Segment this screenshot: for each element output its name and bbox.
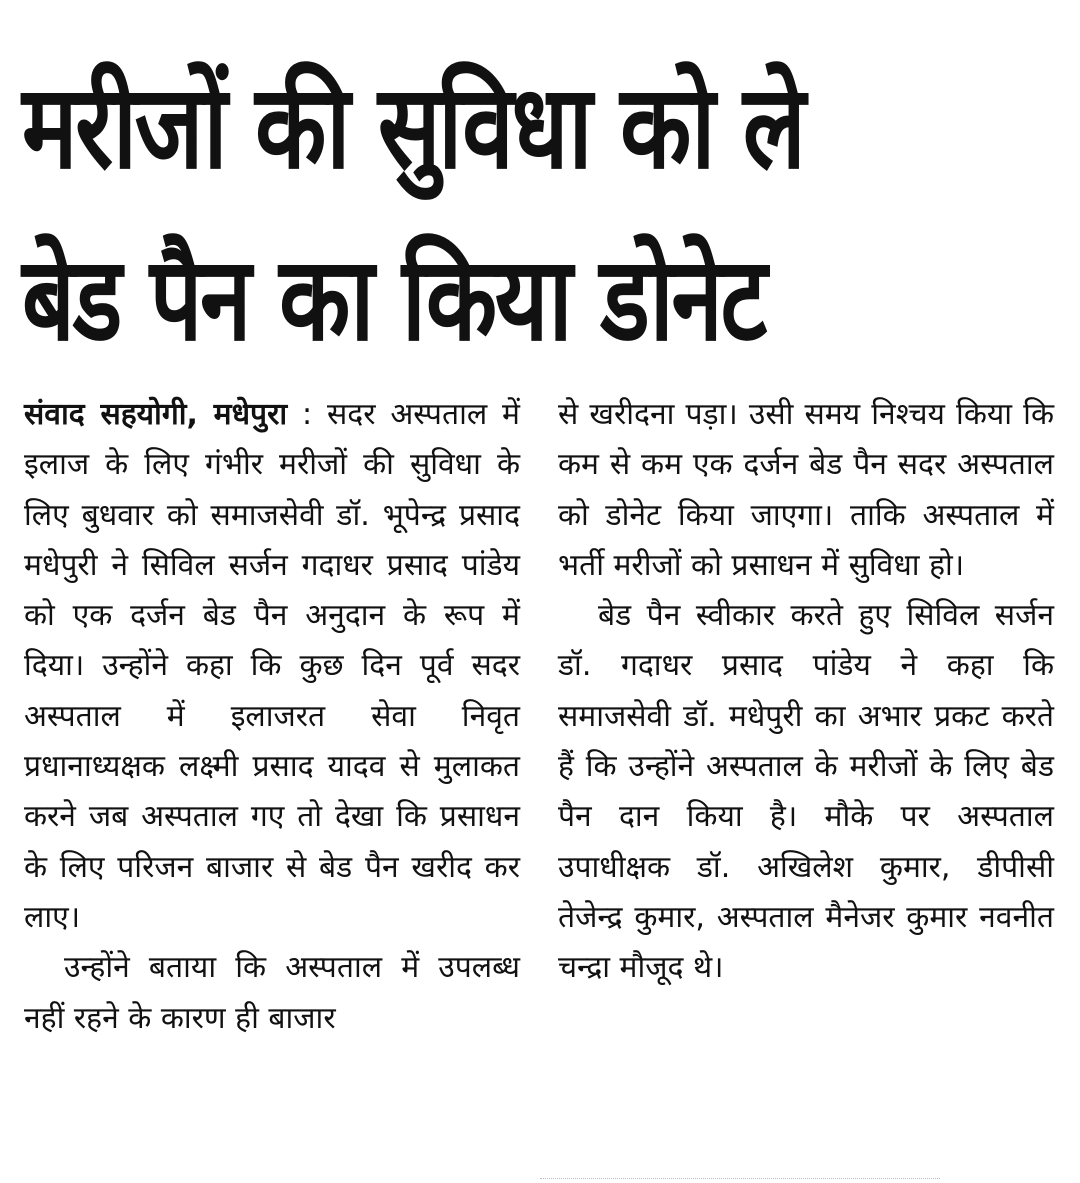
headline-line-2: बेड पैन का किया डोनेट [22, 232, 765, 367]
headline [22, 42, 854, 386]
article-paragraph-2-continued [558, 390, 1054, 591]
article-column-left [24, 390, 520, 1044]
article-paragraph-2 [24, 943, 520, 1044]
bottom-divider [540, 1178, 940, 1179]
paragraph-2-continued-text: से खरीदना पड़ा। उसी समय निश्चय किया कि कम से कम एक दर्जन बेड पैन सदर अस्पताल को डोनेट किया जाएगा। ताकि अस्पताल में भर्ती मरीजों को प्रसाधन में सुविधा हो। [558, 397, 1054, 583]
article-paragraph-1 [24, 390, 520, 943]
paragraph-2-text: उन्होंने बताया कि अस्पताल में उपलब्ध नहीं रहने के कारण ही बाजार [24, 950, 520, 1036]
article-paragraph-3 [558, 591, 1054, 993]
paragraph-3-text: बेड पैन स्वीकार करते हुए सिविल सर्जन डॉ. गदाधर प्रसाद पांडेय ने कहा कि समाजसेवी डॉ. मधेपुरी का अभार प्रकट करते हैं कि उन्होंने अस्पताल के मरीजों के लिए बेड पैन दान किया है। मौके पर अस्पताल उपाधीक्षक डॉ. अखिलेश कुमार, डीपीसी तेजेन्द्र कुमार, अस्पताल मैनेजर कुमार नवनीत चन्द्रा मौजूद थे। [558, 598, 1054, 986]
dateline: संवाद सहयोगी, मधेपुरा [24, 397, 288, 432]
headline-line-1: मरीजों की सुविधा को ले [22, 60, 804, 195]
dateline-separator: : [287, 397, 327, 432]
article-column-right [558, 390, 1054, 994]
paragraph-1-text: सदर अस्पताल में इलाज के लिए गंभीर मरीजों की सुविधा के लिए बुधवार को समाजसेवी डॉ. भूपेन्द्र प्रसाद मधेपुरी ने सिविल सर्जन गदाधर प्रसाद पांडेय को एक दर्जन बेड पैन अनुदान के रूप में दिया। उन्होंने कहा कि कुछ दिन पूर्व सदर अस्पताल में इलाजरत सेवा निवृत प्रधानाध्यक्षक लक्ष्मी प्रसाद यादव से मुलाकत करने जब अस्पताल गए तो देखा कि प्रसाधन के लिए परिजन बाजार से बेड पैन खरीद कर लाए। [24, 397, 520, 935]
